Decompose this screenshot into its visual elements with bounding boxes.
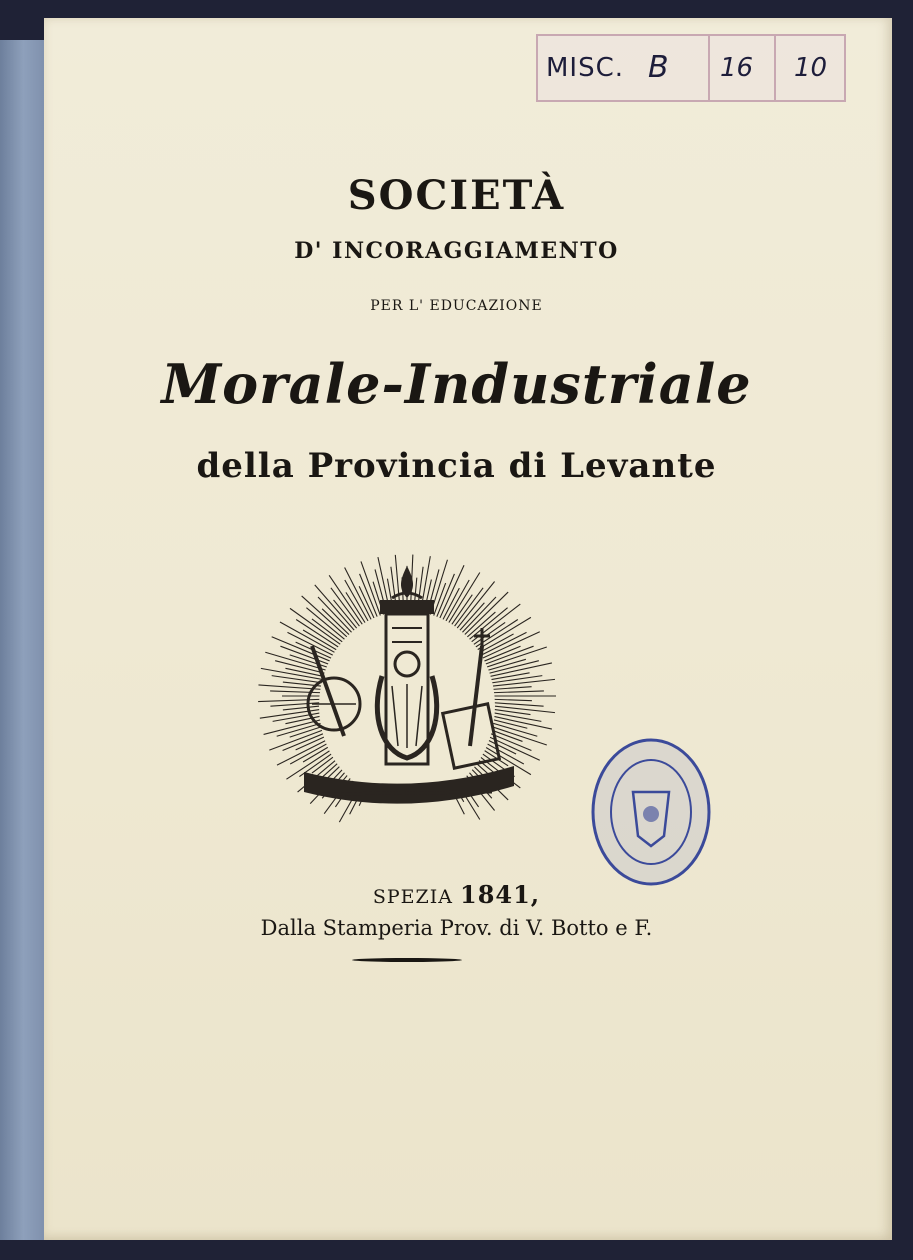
decorative-rule xyxy=(352,958,462,962)
headline-provincia: della Provincia di Levante xyxy=(196,446,717,486)
subtitle-educazione: PER L' EDUCAZIONE xyxy=(370,298,543,314)
shelf-label xyxy=(536,34,846,102)
label-b: B xyxy=(648,50,669,85)
page-title: SOCIETÀ xyxy=(347,172,566,219)
label-n1: 16 xyxy=(720,53,754,83)
publication-place xyxy=(0,880,913,909)
label-divider xyxy=(774,36,776,100)
label-divider xyxy=(708,36,710,100)
lyre-torch-emblem-icon xyxy=(252,536,562,836)
label-misc: MISC. xyxy=(546,53,625,83)
place-name: SPEZIA xyxy=(372,886,453,908)
publication-year: 1841, xyxy=(460,880,541,909)
library-stamp-icon xyxy=(588,736,714,888)
headline-morale-industriale: Morale-Industriale xyxy=(161,352,752,416)
printer-line: Dalla Stamperia Prov. di V. Botto e F. xyxy=(260,916,653,940)
subtitle-incoraggiamento: D' INCORAGGIAMENTO xyxy=(294,238,619,264)
label-n2: 10 xyxy=(794,53,828,83)
